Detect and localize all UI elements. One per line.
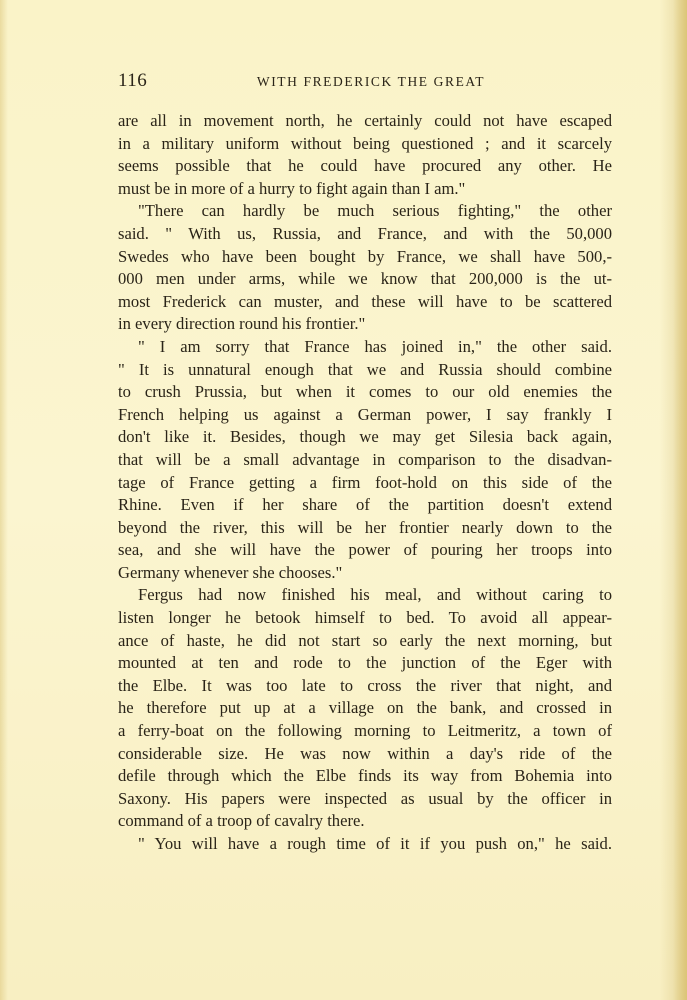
text-line: ance of haste, he did not start so early the next morning, but bbox=[118, 630, 612, 650]
text-line: beyond the river, this will be her frontier nearly down to the bbox=[118, 517, 612, 537]
running-head bbox=[118, 70, 612, 98]
text-line: said. " With us, Russia, and France, and with the 50,000 bbox=[118, 223, 612, 243]
text-line: mounted at ten and rode to the junction of the Eger with bbox=[118, 653, 612, 673]
text-line: considerable size. He was now within a day's ride of the bbox=[118, 743, 612, 763]
text-line: in every direction round his frontier." bbox=[118, 314, 366, 334]
text-line: he therefore put up at a village on the bank, and crossed in bbox=[118, 698, 612, 718]
running-title: WITH FREDERICK THE GREAT bbox=[256, 74, 486, 89]
page-edge-shadow-right bbox=[673, 0, 687, 1000]
text-line: are all in movement north, he certainly could not have escaped bbox=[118, 111, 612, 130]
text-line: " You will have a rough time of it if you push on," he said. bbox=[138, 834, 612, 853]
text-line: seems possible that he could have procured any other. He bbox=[118, 156, 612, 176]
text-line: defile through which the Elbe finds its way from Bohemia into bbox=[118, 766, 612, 786]
text-line: "There can hardly be much serious fighting," the other bbox=[138, 201, 612, 221]
text-line: French helping us against a German power, I say frankly I bbox=[118, 404, 612, 424]
text-line: that will be a small advantage in comparison to the disadvan- bbox=[118, 449, 612, 469]
text-line: Rhine. Even if her share of the partition doesn't extend bbox=[118, 495, 612, 515]
text-line: the Elbe. It was too late to cross the river that night, and bbox=[118, 675, 612, 695]
page-edge-shadow-left bbox=[0, 0, 8, 1000]
text-line: command of a troop of cavalry there. bbox=[118, 811, 365, 831]
page-number: 116 bbox=[118, 70, 148, 91]
text-line: most Frederick can muster, and these will have to be scattered bbox=[118, 291, 612, 311]
text-line: listen longer he betook himself to bed. To avoid all appear- bbox=[118, 608, 612, 628]
text-line: don't like it. Besides, though we may get Silesia back again, bbox=[118, 427, 612, 447]
text-line: a ferry-boat on the following morning to Leitmeritz, a town of bbox=[118, 721, 612, 741]
text-line: must be in more of a hurry to fight again than I am." bbox=[118, 178, 466, 198]
text-line: Saxony. His papers were inspected as usual by the officer in bbox=[118, 788, 612, 808]
text-line: tage of France getting a firm foot-hold on this side of the bbox=[118, 472, 612, 492]
text-line: in a military uniform without being questioned ; and it scarcely bbox=[118, 133, 612, 153]
text-line: " It is unnatural enough that we and Russia should combine bbox=[118, 359, 612, 379]
text-line: Swedes who have been bought by France, we shall have 500,- bbox=[118, 246, 612, 266]
text-line: " I am sorry that France has joined in," the other said. bbox=[138, 336, 612, 356]
text-line: sea, and she will have the power of pouring her troops into bbox=[118, 540, 612, 560]
text-line: Fergus had now finished his meal, and without caring to bbox=[138, 585, 612, 605]
text-line: to crush Prussia, but when it comes to our old enemies the bbox=[118, 382, 612, 402]
body-text bbox=[118, 110, 612, 856]
text-line: 000 men under arms, while we know that 200,000 is the ut- bbox=[118, 269, 612, 289]
text-line: Germany whenever she chooses." bbox=[118, 562, 343, 582]
